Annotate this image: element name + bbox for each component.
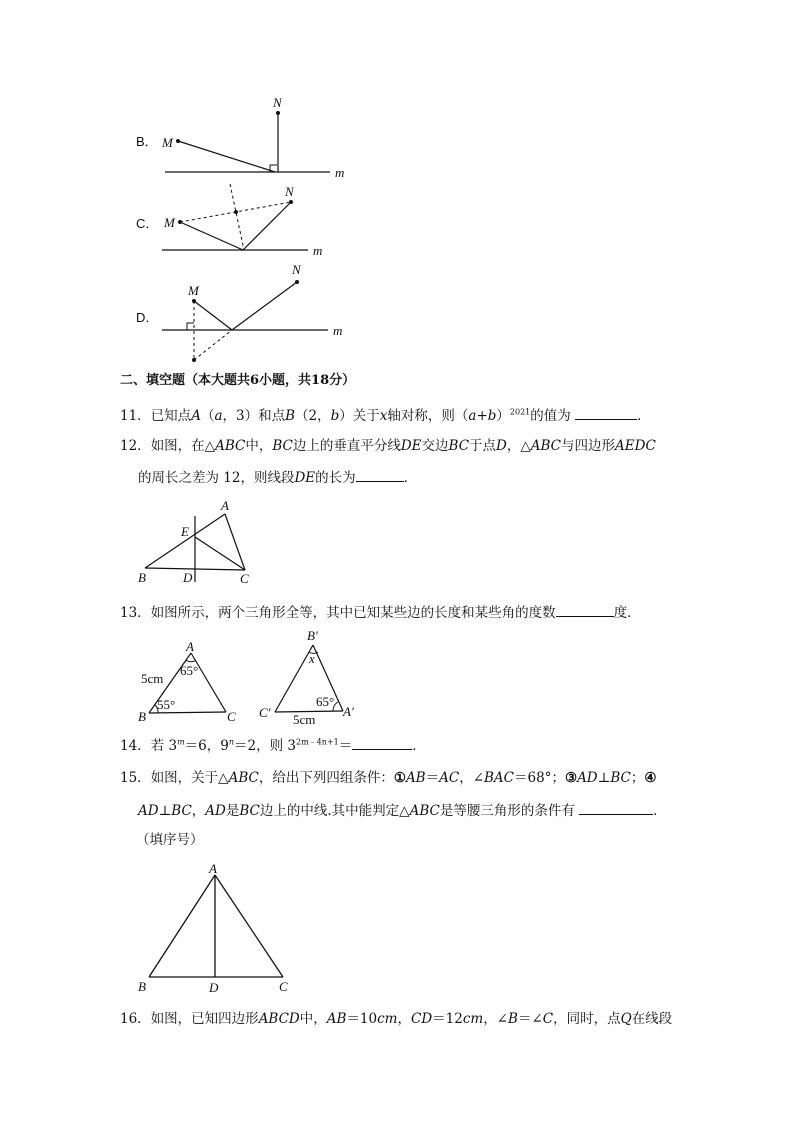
fig-c-label-m-point: M	[164, 215, 175, 230]
fig-c-label-m-line: m	[313, 243, 323, 258]
fig-d-label-m-point: M	[188, 283, 199, 298]
fig13-label-c: C	[227, 709, 236, 724]
question-16: 16．如图，已知四边形ABCD中，AB＝10cm，CD＝12cm，∠B＝∠C，同时，点Q在线段	[120, 1011, 673, 1027]
fig-c-label-n-point: N	[285, 184, 294, 199]
fig13-label-b: B	[138, 709, 146, 724]
fig-d-label-n-point: N	[292, 262, 301, 277]
fig13-side-ab: 5cm	[141, 671, 164, 686]
fig12-label-c: C	[240, 571, 249, 586]
question-13: 13．如图所示，两个三角形全等，其中已知某些边的长度和某些角的度数 度．	[120, 602, 641, 623]
fig13-angle-x: x	[309, 651, 315, 666]
fig15-label-b: B	[138, 979, 146, 994]
fig13-angle-b: 55°	[157, 697, 176, 712]
option-d-label: D．	[136, 310, 159, 325]
question-12-line-1: 12．如图，在△ABC中，BC边上的垂直平分线DE交边BC于点D，△ABC与四边形AEDC	[120, 438, 656, 454]
option-c-label: C．	[136, 216, 159, 231]
section-heading: 二、填空题（本大题共6小题，共18分）	[120, 373, 356, 388]
fig13-angle-a-prime: 65°	[316, 694, 335, 709]
fig13-label-a-prime: A′	[343, 704, 354, 719]
fig15-label-c: C	[279, 979, 288, 994]
fig12-label-e: E	[181, 524, 189, 539]
fig12-label-d: D	[183, 570, 193, 585]
question-15-line-2: AD⊥BC，AD是BC边上的中线.其中能判定△ABC是等腰三角形的条件有 ．	[138, 800, 667, 821]
question-15-line-1: 15．如图，关于△ABC，给出下列四组条件：①AB＝AC，∠BAC＝68°；③AD⊥BC；④	[120, 770, 657, 786]
fig15-label-d: D	[209, 980, 219, 995]
fig13-label-c-prime: C′	[259, 705, 271, 720]
fig-d-label-m-line: m	[333, 323, 343, 338]
fig13-angle-a: 65°	[180, 663, 199, 678]
question-12-line-2: 的周长之差为 12，则线段DE的长为 ．	[138, 467, 417, 488]
fig13-label-a: A	[186, 639, 194, 654]
question-14: 14．若 $3^m=6$，$9^n=2$，则 $3^{2m﹣4n+1}=$ ．	[120, 735, 426, 756]
fig12-label-b: B	[138, 570, 146, 585]
question-15-note: （填序号）	[136, 832, 204, 848]
question-11: 11．已知点A（a，3）和点B（2，b）关于x轴对称，则$(a+b)^{2021}$的值为 ．	[120, 405, 651, 426]
fig13-side-ca: 5cm	[293, 712, 316, 727]
fig-b-label-m-point: M	[162, 135, 173, 150]
fig15-label-a: A	[209, 861, 217, 876]
fig-b-label-m-line: m	[335, 165, 345, 180]
fig12-label-a: A	[221, 498, 229, 513]
fig-b-label-n-point: N	[273, 95, 282, 110]
option-b-label: B．	[136, 134, 158, 149]
fig13-label-b-prime: B′	[307, 628, 318, 643]
